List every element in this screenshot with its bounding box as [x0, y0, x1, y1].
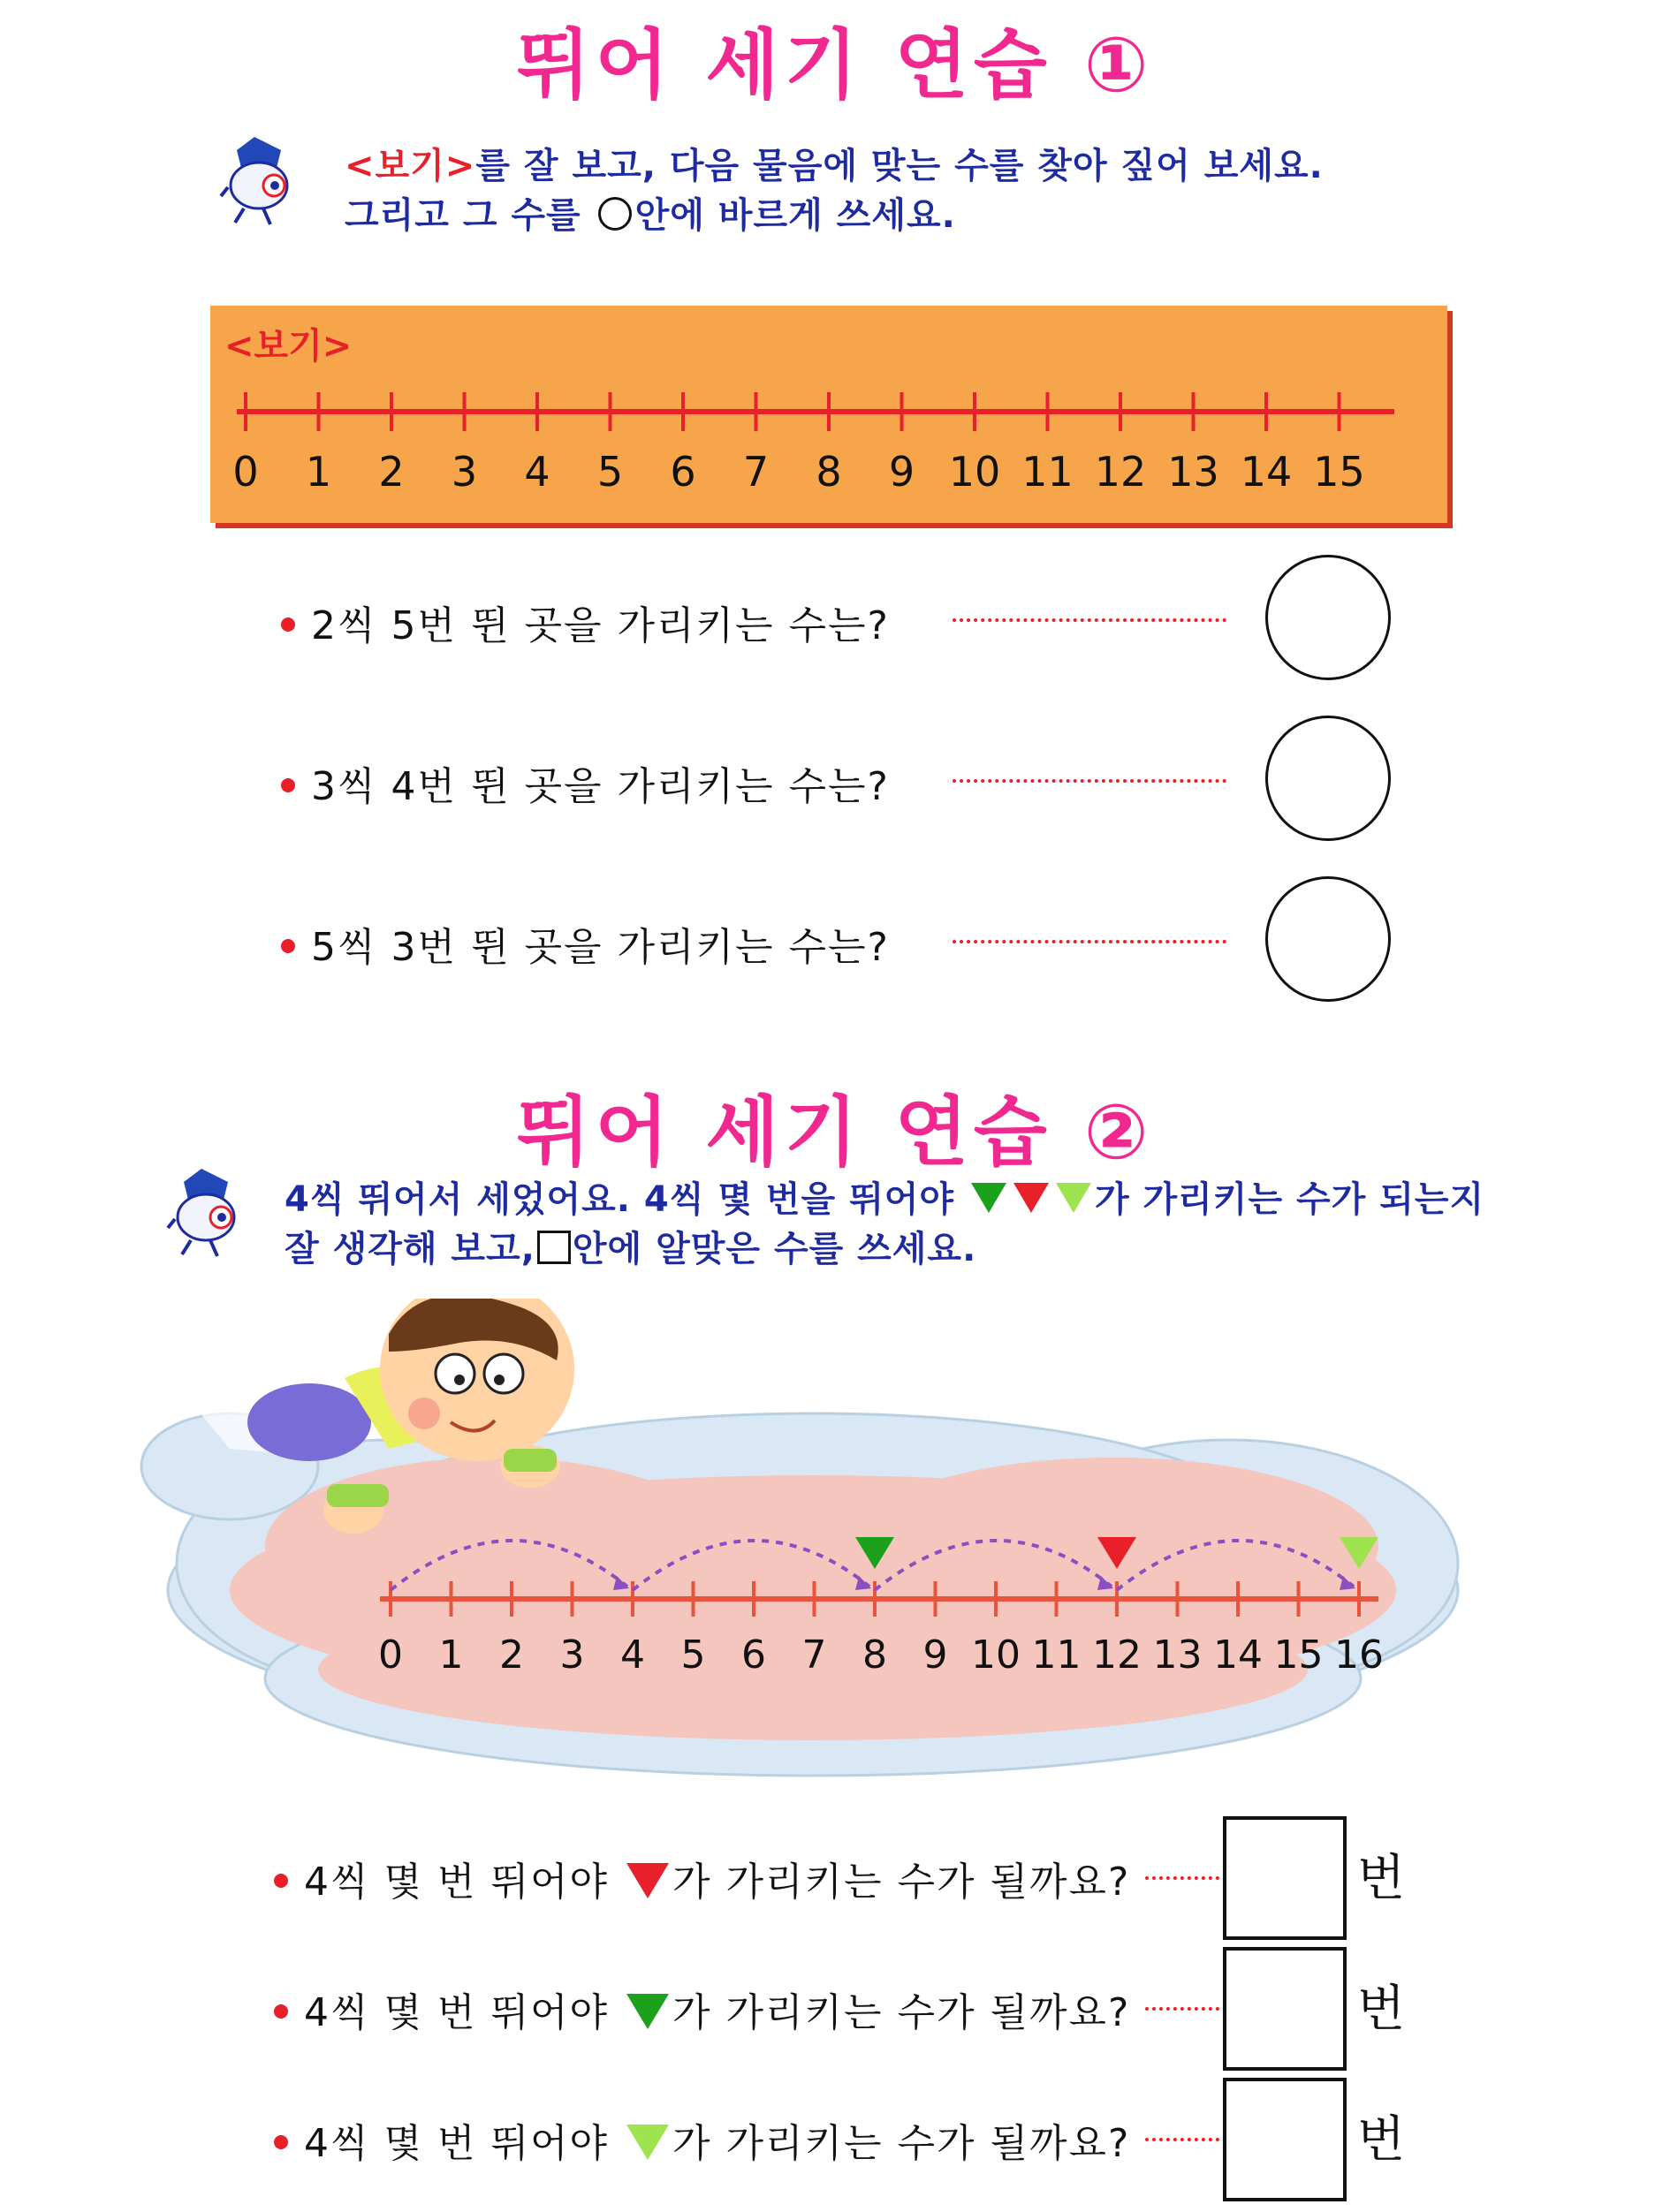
tick-label: 1 [305, 448, 332, 496]
question-1 [281, 594, 890, 650]
tick-label: 4 [620, 1632, 645, 1678]
question-3 [281, 915, 890, 972]
square-icon [537, 1231, 571, 1264]
instruction-line2-b: 안에 알맞은 수를 쓰세요. [572, 1229, 977, 1269]
question2-3 [274, 2111, 1130, 2168]
tick-label: 11 [1031, 1632, 1082, 1678]
tick-label: 6 [741, 1632, 766, 1678]
tick-label: 5 [596, 448, 624, 496]
answer-circle-1[interactable] [1265, 555, 1391, 680]
bullet-icon [274, 2135, 288, 2149]
bullet-icon [274, 1874, 288, 1888]
question-text: 2씩 5번 뛴 곳을 가리키는 수는? [311, 603, 890, 648]
question-text: 5씩 3번 뛴 곳을 가리키는 수는? [311, 925, 890, 970]
tick-label: 1 [438, 1632, 464, 1678]
instruction-line2-a: 잘 생각해 보고, [285, 1229, 535, 1269]
section1-title: 뛰어 세기 연습 ① [516, 21, 1154, 110]
tick-label: 4 [524, 448, 550, 496]
bullet-icon [281, 617, 295, 632]
lightgreen-triangle-icon [1056, 1183, 1091, 1213]
tick-label: 15 [1313, 448, 1365, 496]
section1-instruction [345, 141, 1324, 240]
tick-label: 5 [680, 1632, 706, 1678]
instruction-line2-b: 안에 바르게 쓰세요. [634, 195, 956, 236]
tick-label: 8 [816, 448, 842, 496]
answer-box-3[interactable] [1223, 2078, 1347, 2201]
dotted-leader [953, 618, 1226, 622]
tick-label: 13 [1167, 448, 1219, 496]
mascot-icon [166, 1164, 246, 1261]
tick-label: 9 [922, 1632, 948, 1678]
tick-label: 7 [801, 1632, 827, 1678]
dotted-leader [953, 940, 1226, 943]
bullet-icon [281, 778, 295, 792]
tick-label: 13 [1152, 1632, 1203, 1678]
answer-circle-2[interactable] [1265, 716, 1391, 841]
question-text: 3씩 4번 뛴 곳을 가리키는 수는? [311, 764, 890, 809]
question-after: 가 가리키는 수가 될까요? [672, 1990, 1131, 2035]
example-box [210, 306, 1447, 523]
section2-title: 뛰어 세기 연습 ② [516, 1088, 1154, 1177]
tick-label: 12 [1092, 1632, 1142, 1678]
question-before: 4씩 몇 번 뛰어야 [304, 2121, 623, 2166]
tick-label: 11 [1021, 448, 1074, 496]
lightgreen-triangle-icon [626, 2125, 669, 2160]
question-after: 가 가리키는 수가 될까요? [672, 1860, 1131, 1905]
tick-label: 9 [888, 448, 915, 496]
tick-label: 10 [948, 448, 1001, 496]
instruction-line1-a: 4씩 뛰어서 세었어요. 4씩 몇 번을 뛰어야 [285, 1179, 968, 1220]
tick-label: 10 [971, 1632, 1021, 1678]
illustration [124, 1299, 1502, 1802]
example-number-line [210, 306, 1447, 523]
bullet-icon [281, 939, 295, 953]
tick-label: 2 [499, 1632, 524, 1678]
tick-label: 7 [742, 448, 770, 496]
tick-label: 0 [232, 448, 259, 496]
dotted-leader [1145, 1876, 1219, 1880]
red-triangle-icon [1013, 1183, 1049, 1213]
instruction-line1: 를 잘 보고, 다음 물음에 맞는 수를 찾아 짚어 보세요. [475, 146, 1324, 186]
tick-label: 14 [1240, 448, 1293, 496]
circle-icon [598, 197, 632, 231]
tick-label: 12 [1094, 448, 1147, 496]
question-2 [281, 754, 890, 811]
tick-label: 3 [559, 1632, 585, 1678]
section2-instruction [285, 1175, 1484, 1274]
question2-1 [274, 1850, 1130, 1906]
question-after: 가 가리키는 수가 될까요? [672, 2121, 1131, 2166]
tick-label: 3 [451, 448, 478, 496]
dotted-leader [1145, 2138, 1219, 2141]
red-triangle-icon [626, 1863, 669, 1898]
instruction-line1-b: 가 가리키는 수가 되는지 [1094, 1179, 1485, 1220]
tick-label: 15 [1273, 1632, 1324, 1678]
tick-label: 2 [378, 448, 405, 496]
question-before: 4씩 몇 번 뛰어야 [304, 1990, 623, 2035]
bullet-icon [274, 2004, 288, 2019]
tick-label: 8 [862, 1632, 887, 1678]
question-before: 4씩 몇 번 뛰어야 [304, 1860, 623, 1905]
unit-label: 번 [1357, 2111, 1406, 2169]
tick-label: 6 [670, 448, 696, 496]
answer-box-1[interactable] [1223, 1816, 1347, 1940]
mascot-icon [219, 133, 299, 230]
unit-label: 번 [1357, 1981, 1406, 2038]
dotted-leader [1145, 2007, 1219, 2011]
example-label: <보기> [224, 326, 353, 367]
dotted-leader [953, 779, 1226, 783]
question2-2 [274, 1981, 1130, 2037]
instruction-red-label: <보기> [345, 146, 476, 186]
tick-label: 14 [1213, 1632, 1263, 1678]
answer-circle-3[interactable] [1265, 876, 1391, 1002]
green-triangle-icon [626, 1994, 669, 2029]
tick-label: 0 [378, 1632, 403, 1678]
answer-box-2[interactable] [1223, 1947, 1347, 2071]
green-triangle-icon [971, 1183, 1006, 1213]
unit-label: 번 [1357, 1850, 1406, 1907]
instruction-line2-a: 그리고 그 수를 [345, 195, 595, 236]
tick-label: 16 [1334, 1632, 1384, 1678]
